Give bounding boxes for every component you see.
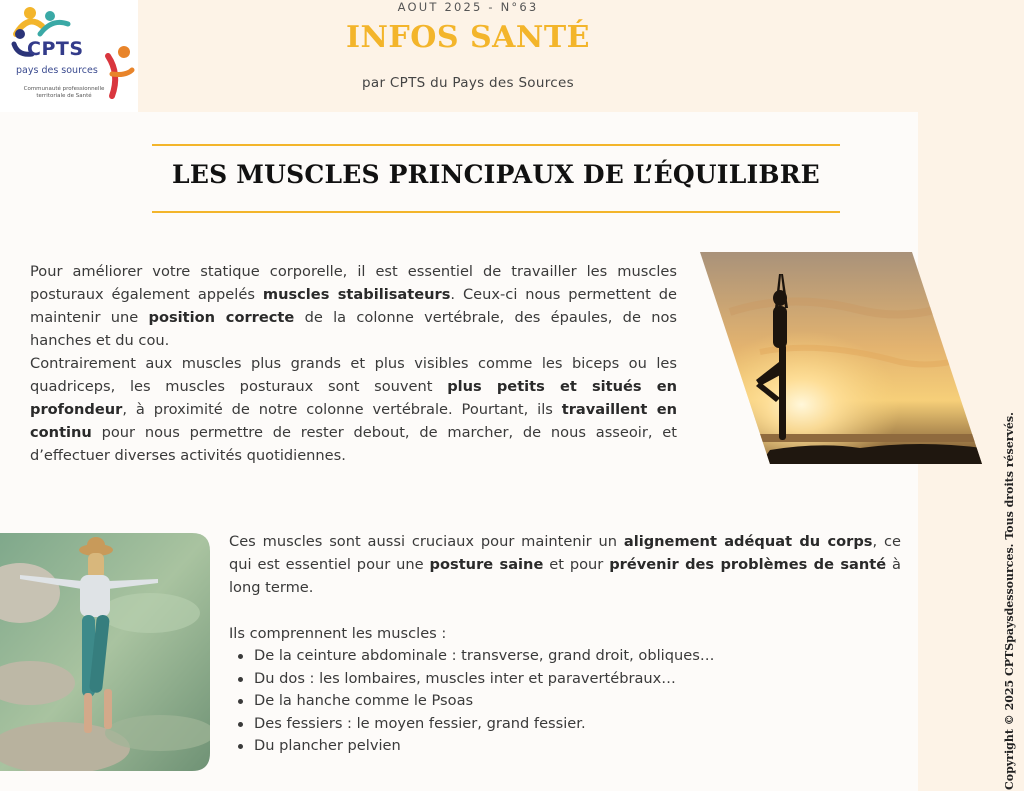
text-run: Pour améliorer votre statique corporelle, il est essentiel de travailler les muscles posturaux également appelés xyxy=(30,263,677,303)
emphasis: position correcte xyxy=(148,309,295,326)
paragraph-deep-muscles xyxy=(30,352,677,467)
list-item: De la hanche comme le Psoas xyxy=(254,690,901,713)
balance-walk-photo xyxy=(0,533,210,771)
logo-wordmark: CPTS xyxy=(27,38,84,60)
text-run: Contrairement aux muscles plus grands et plus visibles comme les biceps ou les quadriceps, les muscles posturaux sont souvent xyxy=(30,355,677,395)
emphasis: prévenir des problèmes de santé xyxy=(609,556,887,573)
list-item: Des fessiers : le moyen fessier, grand fessier. xyxy=(254,713,901,736)
article-panel xyxy=(0,112,918,791)
emphasis: plus petits et situés en profondeur xyxy=(30,378,677,418)
title-rule-bottom xyxy=(152,211,840,213)
list-item: Du dos : les lombaires, muscles inter et paravertébraux… xyxy=(254,668,901,691)
yoga-sunset-photo xyxy=(700,252,982,464)
text-run: de la colonne vertébrale, des épaules, de nos hanches et du cou. xyxy=(30,309,677,349)
title-rule-top xyxy=(152,144,840,146)
list-item: Du plancher pelvien xyxy=(254,735,901,758)
text-run: à long terme. xyxy=(229,556,901,596)
spacer xyxy=(229,599,901,622)
copyright-notice: Copyright © 2025 CPTSpaysdessources. Tous droits réservés. xyxy=(1003,412,1016,790)
emphasis: posture saine xyxy=(429,556,544,573)
text-run: . Ceux-ci nous permettent de maintenir une xyxy=(30,286,678,326)
paragraph-postural-muscles xyxy=(30,260,677,352)
newsletter-title: INFOS SANTÉ xyxy=(345,20,591,55)
logo-caption: Communauté professionnelle territoriale de Santé xyxy=(23,86,105,99)
text-run: pour nous permettre de rester debout, de marcher, de nous asseoir, et d’effectuer diverses activités quotidiennes. xyxy=(30,424,677,464)
text-run: et pour xyxy=(543,556,610,573)
intro-text xyxy=(30,260,677,467)
issue-number: AOUT 2025 - N°63 xyxy=(397,0,539,14)
emphasis: alignement adéquat du corps xyxy=(623,533,873,550)
article-title: LES MUSCLES PRINCIPAUX DE L’ÉQUILIBRE xyxy=(172,160,820,189)
list-item: De la ceinture abdominale : transverse, grand droit, obliques… xyxy=(254,645,901,668)
paragraph-alignment xyxy=(229,530,901,599)
list-intro: Ils comprennent les muscles : xyxy=(229,625,447,642)
muscle-list xyxy=(229,645,901,758)
text-run: Ces muscles sont aussi cruciaux pour maintenir un xyxy=(229,533,624,550)
text-run: , à proximité de notre colonne vertébrale. Pourtant, ils xyxy=(122,401,562,418)
second-text-block xyxy=(229,530,901,758)
text-run: , ce qui est essentiel pour une xyxy=(229,533,901,573)
logo-subtitle: pays des sources xyxy=(16,65,98,76)
emphasis: travaillent en continu xyxy=(30,401,677,441)
byline: par CPTS du Pays des Sources xyxy=(362,75,574,91)
emphasis: muscles stabilisateurs xyxy=(262,286,451,303)
cpts-logo xyxy=(0,0,138,112)
